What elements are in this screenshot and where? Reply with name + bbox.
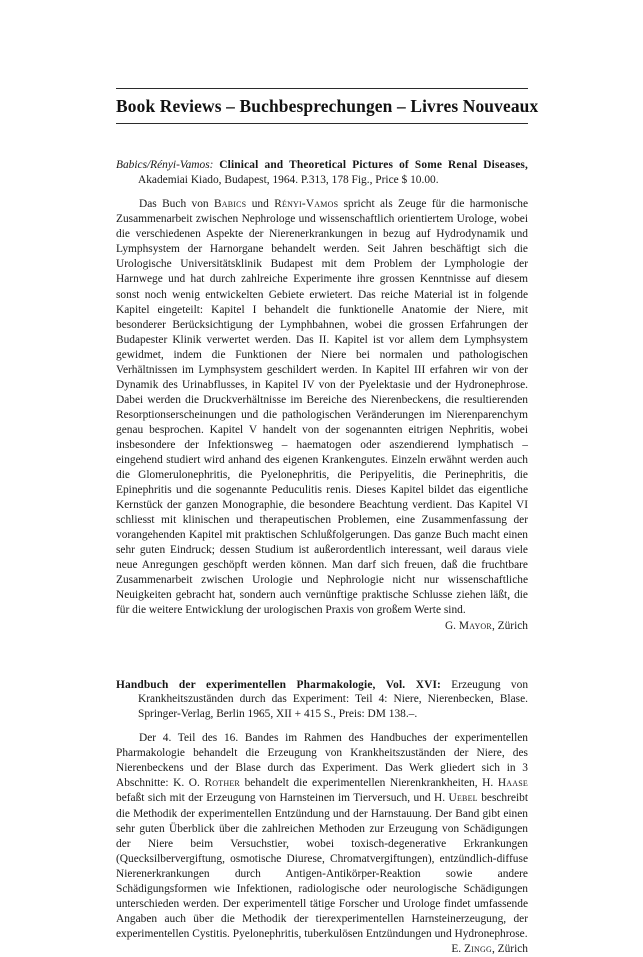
book-review-entry bbox=[116, 158, 528, 633]
body-author-name: Uebel bbox=[448, 792, 478, 805]
body-author-name: Babics bbox=[213, 198, 247, 211]
body-text-segment: befaßt sich mit der Erzeugung von Harnsteinen im Tierversuch, und H. bbox=[116, 792, 449, 805]
review-citation bbox=[116, 158, 528, 188]
review-body bbox=[116, 731, 528, 957]
page-title: Book Reviews – Buchbesprechungen – Livres Nouveaux bbox=[116, 96, 539, 116]
heading-rule-bottom bbox=[116, 123, 528, 124]
body-author-name: Rényi-Vamos bbox=[274, 198, 339, 211]
reviewer-surname: Zingg bbox=[463, 942, 492, 955]
page-content-column bbox=[116, 88, 539, 957]
reviewer-initial: G. bbox=[444, 619, 459, 632]
body-text-segment: spricht als Zeuge für die harmonische Zusammenarbeit zwischen Nephrologe und wissenschaftlich orientiertem Urologe, wobei die verschiedenen Aspekte der Nierenerkrankungen in bezug auf Hydrodynamik und Lymphsystem der Harnorgane behandelt werden. Seit Jahren beschäftigt sich die Urologische Universitätsklinik Budapest mit dem Problem der Lymphologie der Harnwege und hat durch zahlreiche Experimente ihre grossen Kenntnisse auf diesem sonst noch wenig entwickelten Gebiete erwietert. Das reiche Material ist in folgende Kapitel eingeteilt: Kapitel I behandelt die funktionelle Anatomie der Niere, mit besonderer Berücksichtigung der Lymphbahnen, wobei die grossen Erfahrungen der Budapester Klinik verwertet werden. Das II. Kapitel ist vor allem dem Lymphsystem gewidmet, indem die Funktionen der Niere bei normalen und pathologischen Verhältnissen im Lymphsystem geschildert werden. In Kapitel III erfahren wir von der Dynamik des Urinabflusses, in Kapitel IV von der Pyelektasie und der Hydronephrose. Dabei werden die Druckverhältnisse im Bereiche des Nierenbeckens, die resultierenden Resorptionserscheinungen und die pathologischen Veränderungen im Nierenparenchym genau besprochen. Kapitel V handelt von der sogenannten eitrigen Nephritis, wobei insbesondere der Infektionsweg – haematogen oder aszendierend lymphatisch – eingehend studiert wird anhand des eigenen Krankengutes. Einzeln erwähnt werden auch die Glomerulonephritis, die Pyelonephritis, die Peripyelitis, die Perinephritis, die Epinephritis und die sogenannte Peduculitis renis. Dieses Kapitel bildet das eigentliche Kernstück der ganzen Monographie, die besondere Beachtung verdient. Das Kapitel VI schliesst mit klinischen und therapeutischen Problemen, eine Zusammenfassung der vorangehenden Kapitel mit praktischen Schlußfolgerungen. Das ganze Buch macht einen sehr guten Eindruck; dessen Studium ist außerordentlich interessant, weil daraus viele neue Anregungen geschöpft werden können. Man darf sich freuen, daß die fruchtbare Zusammenarbeit zwischen Urologie und Nephrologie nicht nur wissenschaftliche Neuigkeiten gebracht hat, sondern auch vernünftige praktische Schlusse ziehen läßt, die für die weitere Entwicklung der urologischen Praxis von großem Werte sind. bbox=[116, 198, 528, 617]
review-body bbox=[116, 197, 528, 633]
review-imprint: Akademiai Kiado, Budapest, 1964. P.313, 178 Fig., Price $ 10.00. bbox=[138, 174, 439, 187]
review-imprint: Erzeugung von Krankheitszuständen durch das Experiment: Teil 4: Niere, Nierenbecken, Blase. Springer-Verlag, Berlin 1965, XII + 415 S., Preis: DM 138.–. bbox=[138, 678, 529, 721]
body-text-segment: Das Buch von bbox=[139, 198, 214, 211]
body-text-segment: behandelt die experimentellen Nierenkrankheiten, H. bbox=[239, 777, 498, 790]
book-review-entry bbox=[116, 678, 528, 957]
reviewer-signature bbox=[116, 942, 528, 957]
body-text-segment: Der 4. Teil des 16. Bandes im Rahmen des Handbuches der experimentellen Pharmakologie behandelt die Erzeugung von Krankheitszuständen der Niere, des Nierenbeckens und der Blase durch das Experiment. Das Werk gliedert sich in 3 Abschnitte: K. O. bbox=[116, 732, 528, 790]
reviewer-signature bbox=[116, 619, 528, 634]
body-text-segment: beschreibt die Methodik der experimentellen Entzündung und der Harnstauung. Der Band gibt einen sehr guten Überblick über die zahlreichen Methoden zur Erzeugung von Schädigungen der Niere beim Versuchstier, wobei toxisch-degenerative Erkrankungen (Quecksilbervergiftung, osmotische Diurese, Chromatvergiftungen), entzündlich-diffuse Nierenerkrankungen durch Antigen-Antikörper-Reaktion sowie andere Schädigungsformen wie Infektionen, radiologische oder neurologische Schädigungen unterschieden werden. Der experimentell tätige Forscher und Urologe findet umfassende Angaben auch über die Methodik der tierexperimentellen Harnsteinerzeugung, der experimentellen Cystitis. Pyelonephritis, tuberkulösen Entzündungen und Hydronephrose. bbox=[116, 792, 529, 940]
review-body-paragraph bbox=[116, 197, 528, 633]
review-book-title: Handbuch der experimentellen Pharmakologie, Vol. XVI: bbox=[116, 678, 441, 691]
review-body-paragraph bbox=[116, 731, 528, 957]
reviewer-initial: E. bbox=[451, 942, 464, 955]
review-book-title: Clinical and Theoretical Pictures of Some Renal Diseases, bbox=[219, 159, 528, 172]
review-citation bbox=[116, 678, 528, 723]
review-authors: Babics/Rényi-Vamos: bbox=[116, 159, 214, 172]
body-author-name: Haase bbox=[497, 777, 528, 790]
reviewer-city: , Zürich bbox=[491, 619, 528, 632]
reviewer-surname: Mayor bbox=[458, 619, 492, 632]
body-text-segment: und bbox=[246, 198, 275, 211]
reviewer-city: , Zürich bbox=[491, 942, 528, 955]
body-author-name: Rother bbox=[204, 777, 240, 790]
